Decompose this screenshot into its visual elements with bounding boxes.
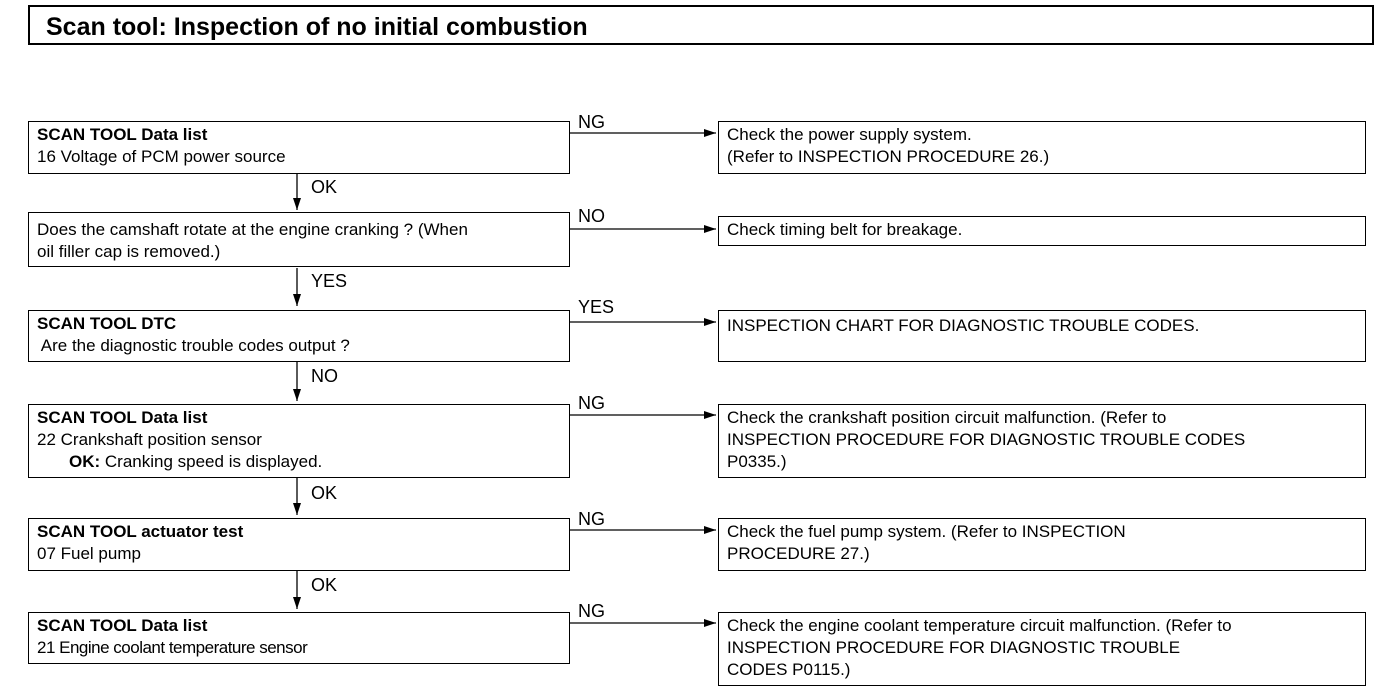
result-box-6 [718,612,1366,686]
result-line: INSPECTION PROCEDURE FOR DIAGNOSTIC TROUBLE CODES [727,430,1246,449]
step-line: 22 Crankshaft position sensor [37,430,262,449]
result-line: Check the engine coolant temperature circuit malfunction. (Refer to [727,616,1232,635]
step-line: 07 Fuel pump [37,544,141,563]
down-label-4: OK [311,483,338,503]
step-ok-line [37,451,569,473]
branch-label-4: NG [578,393,605,413]
result-box-4 [718,404,1366,478]
step-line: Does the camshaft rotate at the engine cranking ? (When [37,220,468,239]
result-line: Check the power supply system. [727,125,972,144]
branch-label-3: YES [578,297,615,317]
step-line: Are the diagnostic trouble codes output ? [37,336,350,355]
step-heading: SCAN TOOL actuator test [37,522,244,541]
result-line: P0335.) [727,452,787,471]
ok-text: Cranking speed is displayed. [100,452,323,471]
result-line: INSPECTION CHART FOR DIAGNOSTIC TROUBLE CODES. [727,316,1200,335]
step-box-1 [28,121,570,174]
step-box-4 [28,404,570,478]
step-box-3 [28,310,570,362]
result-line: Check timing belt for breakage. [727,220,963,239]
result-box-2 [718,216,1366,246]
down-label-2: YES [311,271,348,291]
step-heading: SCAN TOOL Data list [37,125,208,144]
result-line: Check the crankshaft position circuit malfunction. (Refer to [727,408,1167,427]
result-line: Check the fuel pump system. (Refer to INSPECTION [727,522,1126,541]
step-box-5 [28,518,570,571]
result-line: PROCEDURE 27.) [727,544,870,563]
ok-key: OK: [69,452,101,471]
result-line: INSPECTION PROCEDURE FOR DIAGNOSTIC TROUBLE [727,638,1181,657]
result-line: (Refer to INSPECTION PROCEDURE 26.) [727,147,1050,166]
page-title: Scan tool: Inspection of no initial combustion [46,13,588,41]
step-heading: SCAN TOOL Data list [37,616,208,635]
branch-label-1: NG [578,112,605,132]
step-line: 21 Engine coolant temperature sensor [37,638,308,657]
result-line: CODES P0115.) [727,660,851,679]
step-line: oil filler cap is removed.) [37,242,221,261]
down-label-3: NO [311,366,338,386]
branch-label-5: NG [578,509,605,529]
branch-label-2: NO [578,206,605,226]
step-heading: SCAN TOOL Data list [37,408,208,427]
step-heading: SCAN TOOL DTC [37,314,177,333]
result-box-5 [718,518,1366,571]
down-label-5: OK [311,575,338,595]
branch-label-6: NG [578,601,605,621]
step-line: 16 Voltage of PCM power source [37,147,286,166]
step-box-2 [28,212,570,267]
down-label-1: OK [311,177,338,197]
result-box-3 [718,310,1366,362]
step-box-6 [28,612,570,664]
result-box-1 [718,121,1366,174]
